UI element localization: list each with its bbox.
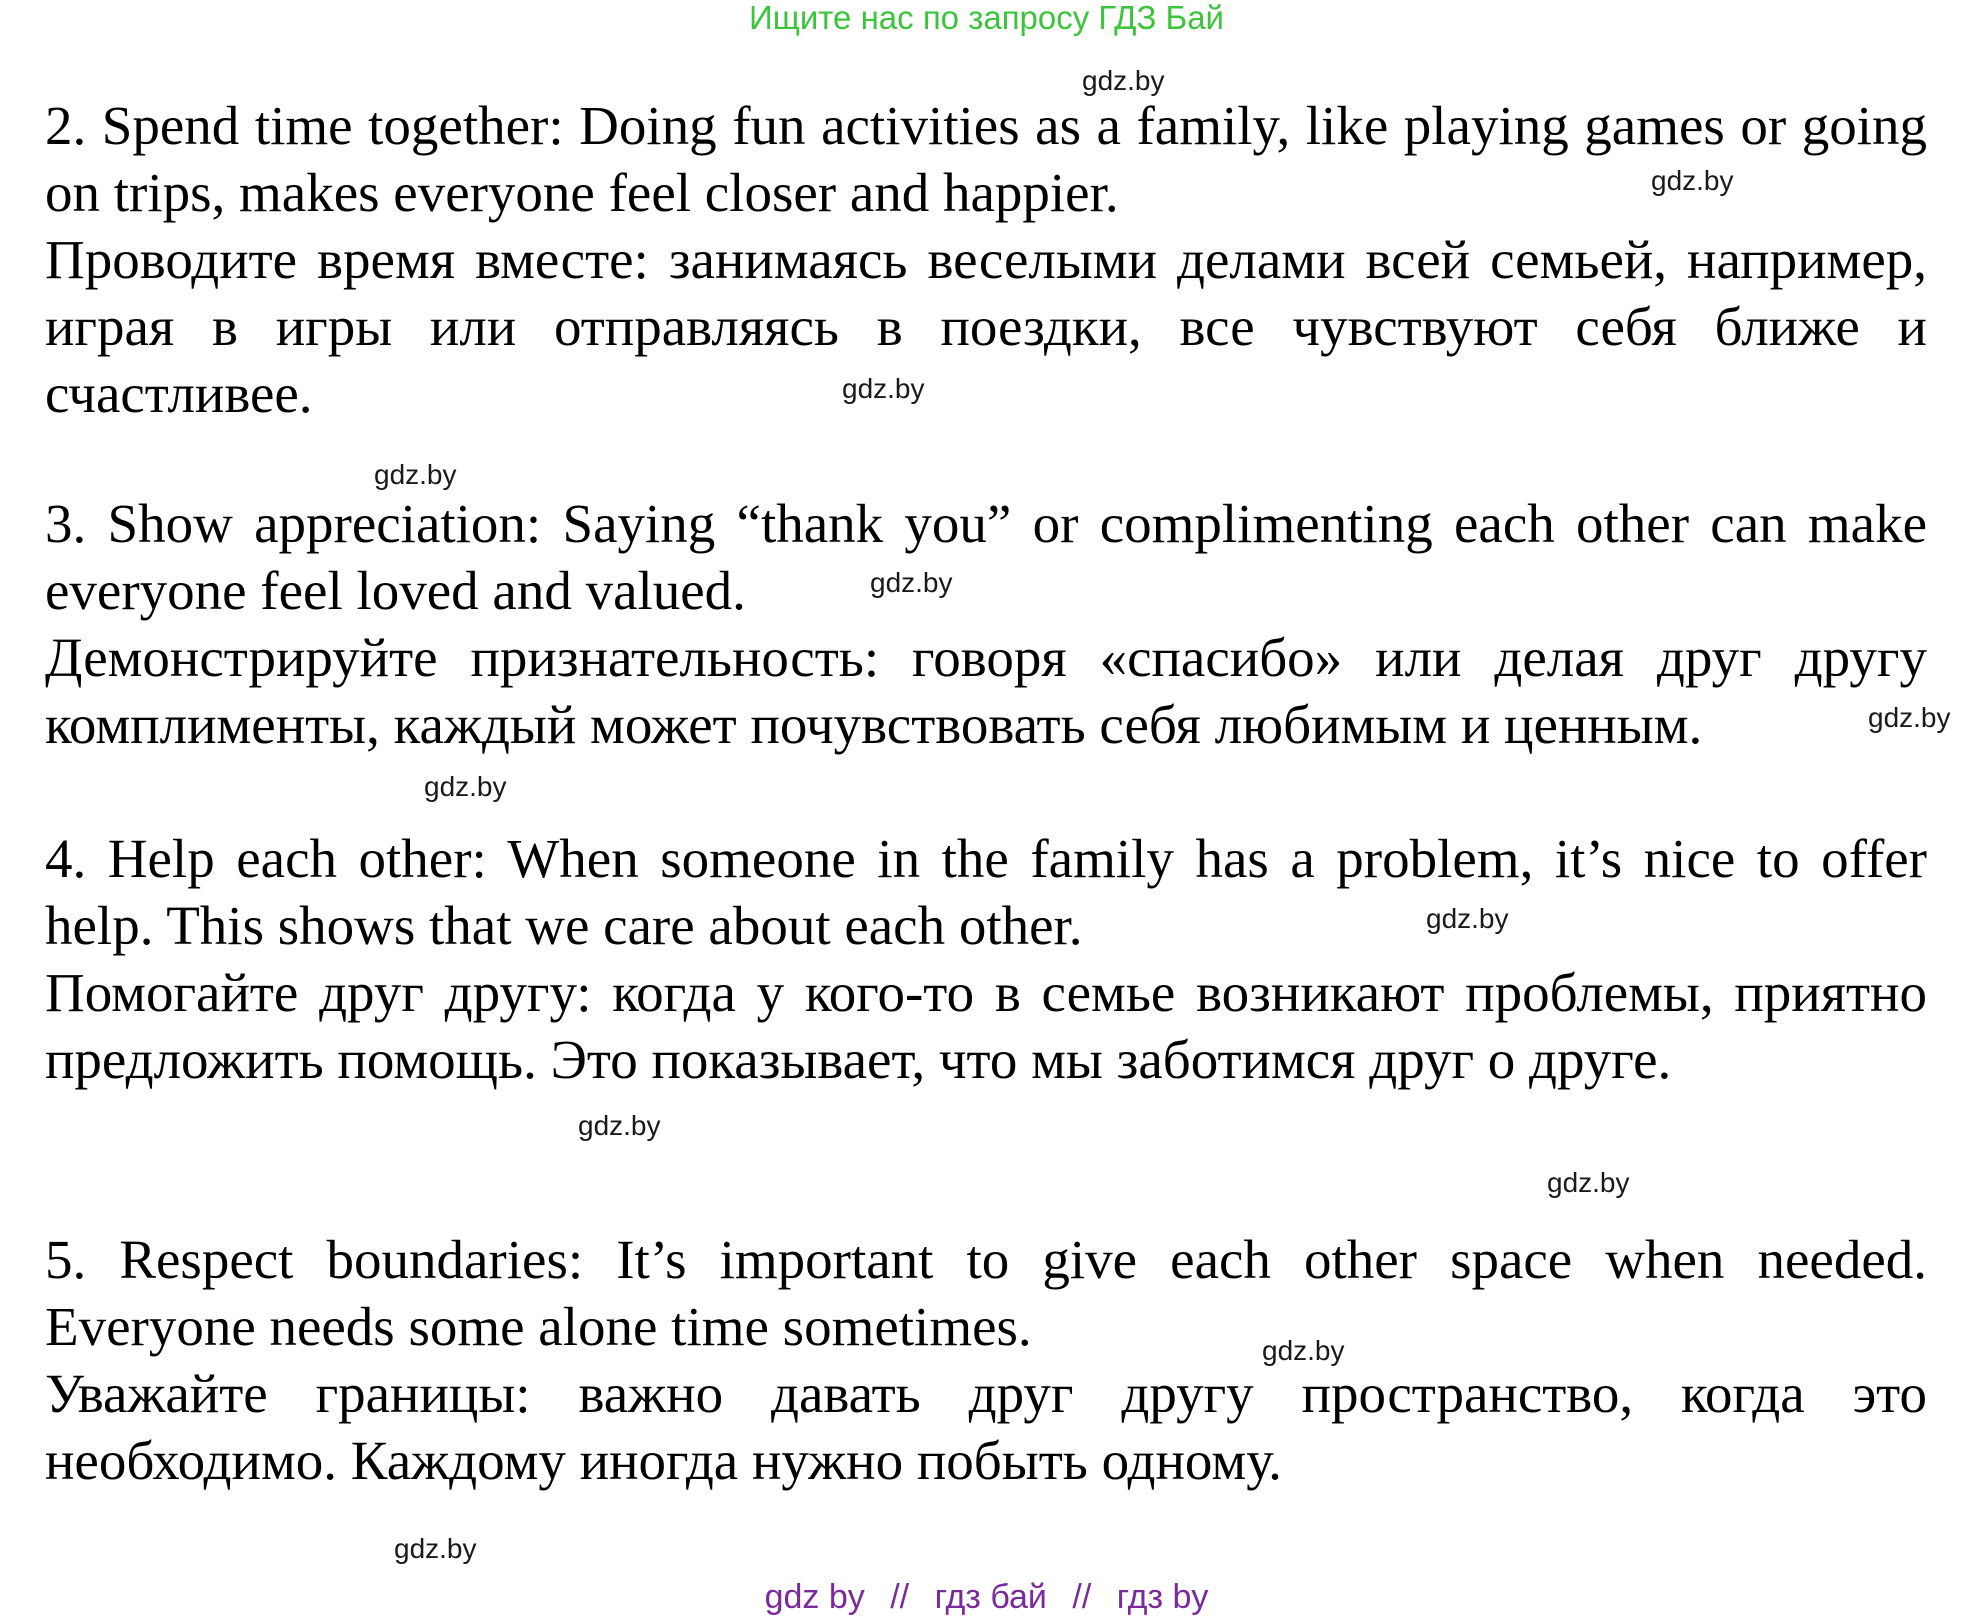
watermark: gdz.by xyxy=(1651,165,1734,196)
footer-link-gdz-by[interactable]: gdz by xyxy=(764,1578,865,1616)
section-4-english: 4. Help each other: When someone in the family has a problem, it’s nice to offer help. This shows that we care about each other. xyxy=(45,828,1927,956)
top-banner: Ищите нас по запросу ГДЗ Бай xyxy=(749,0,1224,36)
footer-separator: // xyxy=(1072,1578,1092,1616)
footer-separator: // xyxy=(890,1578,910,1616)
footer-links xyxy=(0,1578,1973,1616)
section-2-russian: Проводите время вместе: занимаясь веселыми делами всей семьей, например, играя в игры или отправляясь в поездки, все чувствуют себя ближе и счастливее. xyxy=(45,229,1927,424)
watermark: gdz.by xyxy=(1868,702,1951,733)
section-5-russian: Уважайте границы: важно давать друг другу пространство, когда это необходимо. Каждому иногда нужно побыть одному. xyxy=(45,1363,1927,1491)
footer-link-gdz-bai[interactable]: гдз бай xyxy=(934,1578,1047,1616)
watermark: gdz.by xyxy=(394,1533,477,1564)
watermark: gdz.by xyxy=(1547,1167,1630,1198)
section-2-english: 2. Spend time together: Doing fun activities as a family, like playing games or going on trips, makes everyone feel closer and happier. xyxy=(45,95,1927,223)
watermark: gdz.by xyxy=(1262,1335,1345,1366)
watermark: gdz.by xyxy=(842,373,925,404)
watermark: gdz.by xyxy=(424,771,507,802)
section-3-english: 3. Show appreciation: Saying “thank you” or complimenting each other can make everyone feel loved and valued. xyxy=(45,493,1927,621)
section-3-russian: Демонстрируйте признательность: говоря «спасибо» или делая друг другу комплименты, каждый может почувствовать себя любимым и ценным. xyxy=(45,627,1927,755)
section-5-english: 5. Respect boundaries: It’s important to give each other space when needed. Everyone needs some alone time sometimes. xyxy=(45,1229,1927,1357)
footer-link-gdz-by-cyr[interactable]: гдз by xyxy=(1116,1578,1209,1616)
watermark: gdz.by xyxy=(578,1110,661,1141)
watermark: gdz.by xyxy=(1426,903,1509,934)
watermark: gdz.by xyxy=(374,459,457,490)
section-4-russian: Помогайте друг другу: когда у кого-то в семье возникают проблемы, приятно предложить помощь. Это показывает, что мы заботимся друг о друге. xyxy=(45,962,1927,1090)
watermark: gdz.by xyxy=(870,567,953,598)
watermark: gdz.by xyxy=(1082,65,1165,96)
